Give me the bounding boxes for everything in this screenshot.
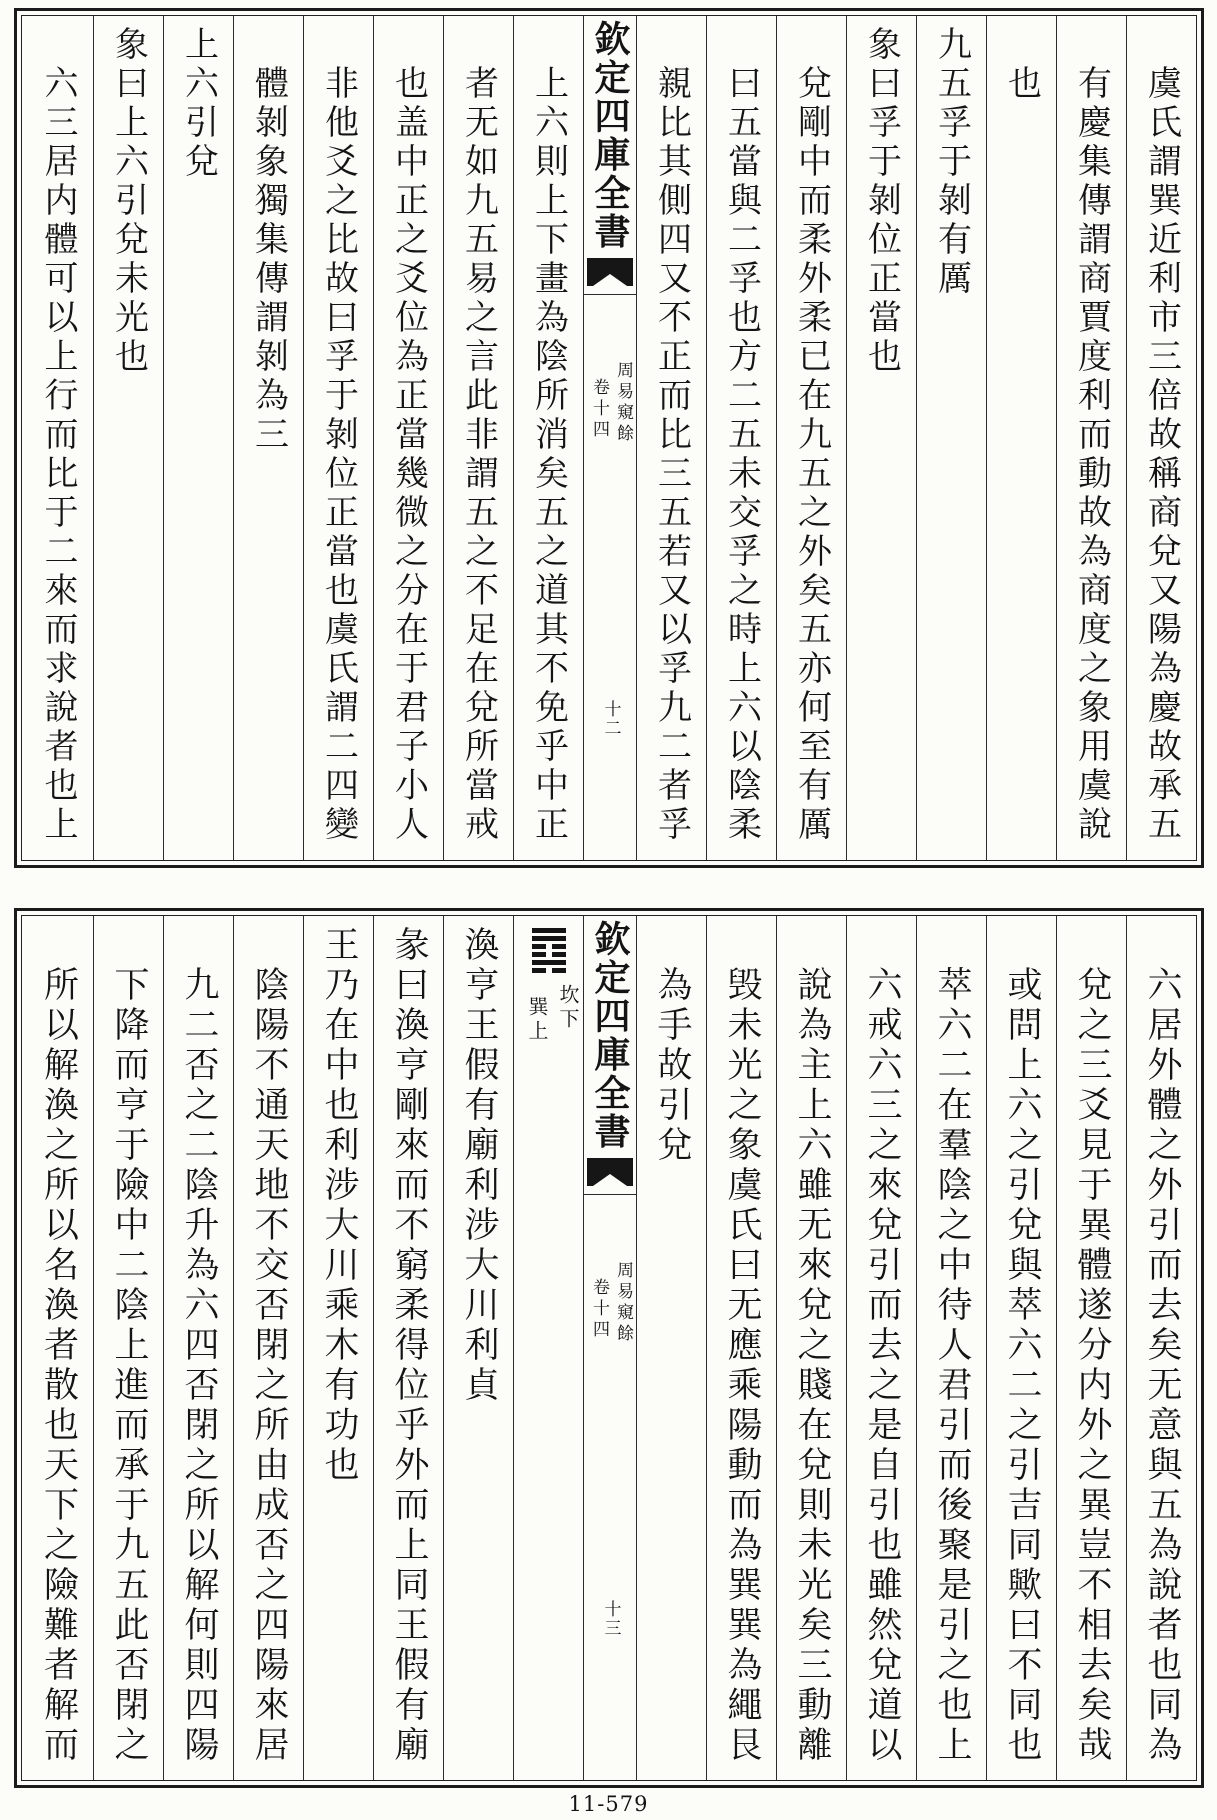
column-text: 六三居内體可以上行而比于二來而求說者也上: [38, 65, 78, 845]
classic-text-column: [916, 16, 986, 860]
commentary-column: [1056, 916, 1126, 1780]
column-text: 說為主上六雖无來兌之賤在兌則未光矣三動離: [792, 966, 832, 1766]
commentary-column: [233, 916, 303, 1780]
hexagram-yang-line: [532, 928, 566, 933]
column-text: 或問上六之引兌與萃六二之引吉同歟曰不同也: [1002, 966, 1042, 1766]
folio-frame: [21, 15, 1197, 861]
column-text: 為手故引兌: [652, 966, 692, 1166]
lower-half-folio: [14, 908, 1204, 1788]
classic-text-column: [93, 16, 163, 860]
column-text: 象曰上六引兌未光也: [108, 26, 149, 377]
commentary-column: [916, 916, 986, 1780]
column-text: 曰五當與二孚也方二五未交孚之時上六以陰柔: [721, 65, 762, 845]
column-text: 也: [1001, 65, 1042, 104]
commentary-column: [513, 16, 583, 860]
column-text: 親比其側四又不正而比三五若又以孚九二者孚: [651, 65, 692, 845]
commentary-column: [776, 16, 846, 860]
column-text: 萃六二在羣陰之中待人君引而後聚是引之也上: [932, 966, 972, 1766]
classic-text-column: [373, 916, 443, 1780]
column-text: 六居外體之外引而去矣无意與五為說者也同為: [1142, 966, 1182, 1766]
center-folio-number: 十三: [600, 1600, 621, 1638]
commentary-column: [443, 16, 513, 860]
center-work-title: 周易窺餘: [613, 1261, 633, 1345]
center-work-title: 周易窺餘: [613, 361, 633, 445]
center-volume-label: 卷十四: [589, 378, 609, 441]
yin-line-segment: [532, 952, 546, 957]
column-text: 兌剛中而柔外柔已在九五之外矣五亦何至有厲: [791, 65, 832, 845]
center-folio-number: 十二: [600, 700, 621, 738]
column-text: 王乃在中也利涉大川乘木有功也: [319, 926, 359, 1486]
center-divider: [584, 294, 636, 295]
column-text: 彖曰渙亨剛來而不窮柔得位乎外而上同王假有廟: [389, 926, 429, 1766]
column-text: 有慶集傳謂商賈度利而動故為商度之象用虞說: [1071, 65, 1112, 845]
hexagram-yang-line: [532, 960, 566, 965]
column-text: 下降而亨于險中二陰上進而承于九五此否閉之: [109, 966, 149, 1766]
classic-text-column: [163, 16, 233, 860]
fish-tail-notch: [593, 274, 627, 286]
classic-text-column: [443, 916, 513, 1780]
page-center-strip: [583, 916, 636, 1780]
center-series-title: 欽定四庫全書: [589, 920, 631, 1151]
fish-tail-mark: [587, 258, 633, 286]
yin-line-segment: [552, 944, 566, 949]
column-text: 兌之三爻見于異體遂分内外之異豈不相去矣哉: [1072, 966, 1112, 1766]
page-number: 11-579: [568, 1792, 649, 1816]
commentary-column: [93, 916, 163, 1780]
yin-line-segment: [552, 968, 566, 973]
hexagram-yin-line: [532, 944, 566, 949]
page-center-strip: [583, 16, 636, 860]
upper-trigram-label: 巽上: [525, 996, 549, 1044]
hexagram-yin-line: [532, 968, 566, 973]
column-text: 體剝象獨集傳謂剝為三: [248, 65, 289, 455]
column-text: 陰陽不通天地不交否閉之所由成否之四陽來居: [249, 966, 289, 1766]
fish-tail-mark: [587, 1158, 633, 1186]
yin-line-segment: [552, 952, 566, 957]
hexagram-yin-line: [532, 952, 566, 957]
commentary-column: [23, 916, 93, 1780]
commentary-column: [1056, 16, 1126, 860]
column-text: 非他爻之比故曰孚于剝位正當也虞氏謂二四變: [318, 65, 359, 845]
commentary-column: [846, 916, 916, 1780]
column-text: 者无如九五易之言此非謂五之不足在兌所當戒: [458, 65, 499, 845]
column-text: 所以解渙之所以名渙者散也天下之險難者解而: [38, 966, 79, 1766]
commentary-column: [233, 16, 303, 860]
column-text: 虞氏謂巽近利市三倍故稱商兌又陽為慶故承五: [1141, 65, 1182, 845]
commentary-column: [986, 916, 1056, 1780]
commentary-column: [23, 16, 93, 860]
commentary-column: [1126, 16, 1196, 860]
center-divider: [584, 1194, 636, 1195]
commentary-column: [776, 916, 846, 1780]
hexagram-column: [513, 916, 583, 1780]
commentary-column: [706, 916, 776, 1780]
classic-text-column: [303, 916, 373, 1780]
column-text: 上六引兌: [178, 26, 219, 182]
column-text: 也盖中正之爻位為正當幾微之分在于君子小人: [388, 65, 429, 845]
commentary-column: [986, 16, 1056, 860]
commentary-column: [636, 916, 706, 1780]
yin-line-segment: [532, 968, 546, 973]
commentary-column: [636, 16, 706, 860]
hexagram-huan-icon: [532, 928, 566, 976]
commentary-column: [373, 16, 443, 860]
commentary-column: [1126, 916, 1196, 1780]
yin-line-segment: [532, 944, 546, 949]
column-text: 上六則上下畫為陰所消矣五之道其不免乎中正: [528, 65, 569, 845]
commentary-column: [163, 916, 233, 1780]
column-text: 九二否之二陰升為六四否閉之所以解何則四陽: [179, 966, 219, 1766]
center-volume-label: 卷十四: [589, 1278, 609, 1341]
upper-half-folio: [14, 8, 1204, 868]
commentary-column: [303, 16, 373, 860]
column-text: 象曰孚于剝位正當也: [861, 26, 902, 377]
column-text: 九五孚于剝有厲: [931, 26, 972, 299]
column-text: 六戒六三之來兌引而去之是自引也雖然兌道以: [862, 966, 902, 1766]
fish-tail-notch: [593, 1174, 627, 1186]
folio-frame: [21, 915, 1197, 1781]
column-text: 渙亨王假有廟利涉大川利貞: [459, 926, 499, 1406]
column-text: 毁未光之象虞氏曰无應乘陽動而為巽巽為繩艮: [722, 966, 762, 1766]
center-series-title: 欽定四庫全書: [589, 20, 631, 251]
commentary-column: [706, 16, 776, 860]
hexagram-yang-line: [532, 936, 566, 941]
lower-trigram-label: 坎下: [556, 984, 580, 1032]
classic-text-column: [846, 16, 916, 860]
